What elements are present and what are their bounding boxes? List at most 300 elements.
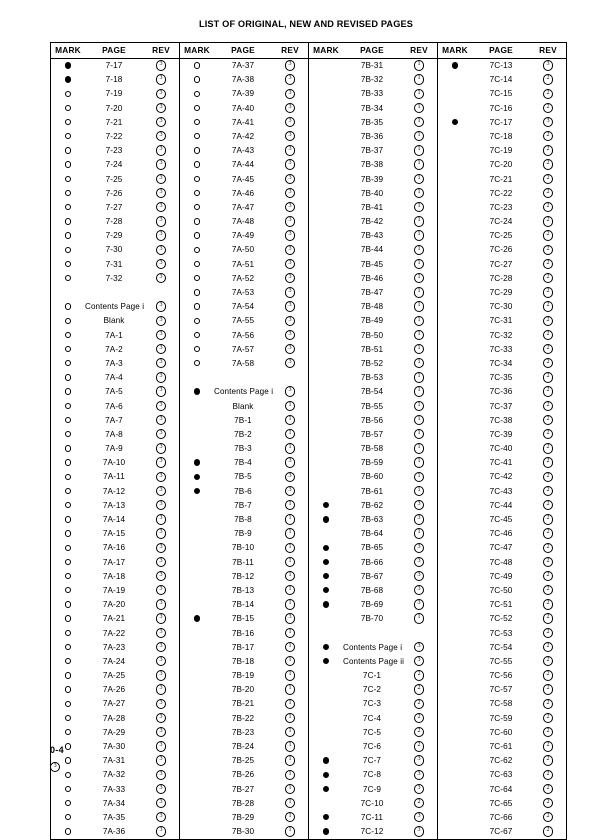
- revision-circle-icon: 1: [414, 386, 424, 396]
- rev-cell: [530, 286, 567, 300]
- column-header-rev-3: REV: [401, 43, 438, 59]
- filled-bullet-icon: [323, 772, 329, 778]
- page-cell: [343, 584, 401, 598]
- rev-cell: [401, 754, 438, 768]
- page-cell: [85, 158, 143, 172]
- revision-circle-icon: 2: [543, 372, 553, 382]
- page-cell: [214, 712, 272, 726]
- rev-cell: [272, 697, 309, 711]
- mark-cell: [180, 541, 215, 555]
- page-label: 7A-19: [102, 585, 126, 595]
- page-cell: [85, 102, 143, 116]
- table-row: [51, 825, 567, 840]
- page-label: 7C-16: [489, 103, 513, 113]
- open-bullet-icon: [194, 247, 200, 253]
- page-label: 7A-40: [231, 103, 255, 113]
- page-cell: [214, 612, 272, 626]
- page-cell: [85, 712, 143, 726]
- revision-circle-icon: 1: [414, 230, 424, 240]
- page-label: 7B-32: [360, 75, 384, 85]
- page-label: 7-26: [105, 188, 123, 198]
- rev-cell: [272, 130, 309, 144]
- page-cell: [214, 158, 272, 172]
- rev-cell: [272, 527, 309, 541]
- rev-cell: [401, 158, 438, 172]
- page-label: 7B-40: [360, 188, 384, 198]
- mark-cell: [309, 428, 344, 442]
- revision-circle-icon: 3: [156, 741, 166, 751]
- rev-cell: [143, 414, 180, 428]
- mark-cell: [309, 811, 344, 825]
- page-label: 7A-17: [102, 557, 126, 567]
- mark-cell: [180, 286, 215, 300]
- page-label: 7C-51: [489, 600, 513, 610]
- revision-circle-icon: 1: [414, 344, 424, 354]
- mark-cell: [438, 697, 473, 711]
- mark-cell: [180, 556, 215, 570]
- revision-circle-icon: 3: [285, 188, 295, 198]
- page-label: 7-21: [105, 117, 123, 127]
- table-row: [51, 428, 567, 442]
- page-label: 7C-48: [489, 557, 513, 567]
- rev-cell: [530, 527, 567, 541]
- revision-circle-icon: 1: [414, 89, 424, 99]
- page-label: 7C-14: [489, 75, 513, 85]
- revision-circle-icon: 3: [285, 202, 295, 212]
- table-header: [51, 43, 567, 59]
- revision-circle-icon: 3: [156, 316, 166, 326]
- rev-cell: [530, 314, 567, 328]
- open-bullet-icon: [65, 828, 71, 834]
- revision-circle-icon: 3: [285, 486, 295, 496]
- rev-cell: [143, 343, 180, 357]
- revision-circle-icon: 1: [414, 401, 424, 411]
- mark-cell: [180, 258, 215, 272]
- page-cell: [85, 243, 143, 257]
- mark-cell: [438, 73, 473, 87]
- page-cell: [85, 201, 143, 215]
- page-cell: [472, 385, 530, 399]
- page-cell: [472, 556, 530, 570]
- page-label: 7A-36: [102, 827, 126, 837]
- rev-cell: [143, 300, 180, 314]
- rev-cell: [272, 683, 309, 697]
- revision-circle-icon: 2: [543, 486, 553, 496]
- page-label: 7B-51: [360, 344, 384, 354]
- open-bullet-icon: [65, 161, 71, 167]
- open-bullet-icon: [65, 247, 71, 253]
- rev-cell: [401, 272, 438, 286]
- page-label: 7A-21: [102, 614, 126, 624]
- revision-circle-icon: 1: [285, 755, 295, 765]
- mark-cell: [180, 726, 215, 740]
- page-label: 7B-57: [360, 429, 384, 439]
- revision-circle-icon: 3: [285, 89, 295, 99]
- page-label: 7B-38: [360, 160, 384, 170]
- open-bullet-icon: [65, 105, 71, 111]
- page-cell: [472, 527, 530, 541]
- page-cell: [343, 187, 401, 201]
- rev-cell: [143, 329, 180, 343]
- rev-cell: [530, 598, 567, 612]
- page-label: 7B-25: [231, 756, 255, 766]
- revision-circle-icon: 3: [156, 386, 166, 396]
- open-bullet-icon: [65, 261, 71, 267]
- page-cell: [472, 655, 530, 669]
- mark-cell: [309, 357, 344, 371]
- rev-cell: [530, 683, 567, 697]
- mark-cell: [438, 158, 473, 172]
- mark-cell: [309, 300, 344, 314]
- page-label: 7C-50: [489, 585, 513, 595]
- page-label: 7A-8: [105, 429, 123, 439]
- page-label: 7A-44: [231, 160, 255, 170]
- rev-cell: [401, 229, 438, 243]
- page-label: 7B-29: [231, 812, 255, 822]
- revision-circle-icon: 3: [285, 316, 295, 326]
- page-label: 7C-39: [489, 429, 513, 439]
- revision-circle-icon: 3: [156, 528, 166, 538]
- open-bullet-icon: [65, 388, 71, 394]
- filled-bullet-icon: [323, 814, 329, 820]
- rev-cell: [143, 627, 180, 641]
- revision-circle-icon: 3: [156, 557, 166, 567]
- revision-circle-icon: 3: [285, 245, 295, 255]
- filled-bullet-icon: [194, 459, 200, 465]
- open-bullet-icon: [65, 587, 71, 593]
- page-cell: [85, 414, 143, 428]
- revision-circle-icon: 1: [285, 699, 295, 709]
- page-cell: [214, 669, 272, 683]
- page-label: 7A-42: [231, 131, 255, 141]
- open-bullet-icon: [65, 488, 71, 494]
- rev-cell: [143, 73, 180, 87]
- page-cell: [343, 371, 401, 385]
- mark-cell: [51, 130, 86, 144]
- page-cell: [85, 768, 143, 782]
- rev-cell: [272, 612, 309, 626]
- rev-cell: [530, 456, 567, 470]
- page-label: 7B-59: [360, 458, 384, 468]
- revision-circle-icon: 3: [156, 472, 166, 482]
- page-label: 7B-64: [360, 529, 384, 539]
- page-cell: [343, 470, 401, 484]
- revision-circle-icon: 1: [285, 798, 295, 808]
- column-header-mark-2: MARK: [180, 43, 215, 59]
- revision-circle-icon: 2: [543, 429, 553, 439]
- open-bullet-icon: [194, 147, 200, 153]
- revision-circle-icon: 2: [543, 74, 553, 84]
- open-bullet-icon: [65, 459, 71, 465]
- page-label: 7A-4: [105, 373, 123, 383]
- mark-cell: [51, 300, 86, 314]
- page-label: 7-27: [105, 202, 123, 212]
- mark-cell: [309, 570, 344, 584]
- rev-cell: [272, 783, 309, 797]
- empty-rev-cell: [272, 371, 309, 385]
- table-row: [51, 59, 567, 74]
- mark-cell: [309, 485, 344, 499]
- revision-circle-icon: 3: [156, 500, 166, 510]
- mark-cell: [438, 144, 473, 158]
- page-cell: [343, 783, 401, 797]
- page-cell: [472, 485, 530, 499]
- page-label: 7C-1: [362, 671, 382, 681]
- page-label: 7A-35: [102, 812, 126, 822]
- page-cell: [343, 499, 401, 513]
- open-bullet-icon: [65, 516, 71, 522]
- revision-circle-icon: 2: [543, 514, 553, 524]
- open-bullet-icon: [65, 601, 71, 607]
- mark-cell: [180, 797, 215, 811]
- page-label: 7B-55: [360, 401, 384, 411]
- page-label: 7C-3: [362, 699, 382, 709]
- page-cell: [214, 641, 272, 655]
- page-label: 7A-49: [231, 231, 255, 241]
- rev-cell: [401, 385, 438, 399]
- page-label: 7-29: [105, 231, 123, 241]
- empty-mark-cell: [309, 627, 344, 641]
- table-row: [51, 400, 567, 414]
- page-label: 7B-37: [360, 146, 384, 156]
- revision-circle-icon: 3: [543, 60, 553, 70]
- table-row: [51, 272, 567, 286]
- open-bullet-icon: [65, 431, 71, 437]
- page-cell: [472, 669, 530, 683]
- revision-circle-icon: 3: [414, 826, 424, 836]
- page-cell: [214, 527, 272, 541]
- mark-cell: [51, 485, 86, 499]
- mark-cell: [180, 414, 215, 428]
- revision-circle-icon: 1: [414, 372, 424, 382]
- page-label: 7C-40: [489, 444, 513, 454]
- page-cell: [85, 215, 143, 229]
- page-label: 7A-33: [102, 784, 126, 794]
- revision-circle-icon: 1: [414, 472, 424, 482]
- revision-circle-icon: 2: [543, 159, 553, 169]
- page-cell: [472, 499, 530, 513]
- page-label: 7B-42: [360, 217, 384, 227]
- mark-cell: [180, 499, 215, 513]
- rev-cell: [530, 697, 567, 711]
- page-label: 7B-18: [231, 656, 255, 666]
- open-bullet-icon: [194, 133, 200, 139]
- mark-cell: [180, 130, 215, 144]
- page-label: 7C-37: [489, 401, 513, 411]
- revision-circle-icon: 3: [156, 74, 166, 84]
- filled-bullet-icon: [323, 658, 329, 664]
- page-cell: [214, 243, 272, 257]
- page-label: 7A-1: [105, 330, 123, 340]
- table-row: [51, 470, 567, 484]
- mark-cell: [51, 102, 86, 116]
- rev-cell: [401, 726, 438, 740]
- page-label: 7-31: [105, 259, 123, 269]
- open-bullet-icon: [65, 672, 71, 678]
- page-label: 7C-21: [489, 174, 513, 184]
- page-cell: [472, 201, 530, 215]
- page-cell: [214, 513, 272, 527]
- revision-circle-icon: 1: [285, 826, 295, 836]
- page-cell: [214, 627, 272, 641]
- mark-cell: [51, 201, 86, 215]
- mark-cell: [438, 414, 473, 428]
- page-cell: [214, 442, 272, 456]
- revision-circle-icon: 1: [414, 131, 424, 141]
- mark-cell: [180, 173, 215, 187]
- page-label: 7-22: [105, 131, 123, 141]
- page-label: 7C-67: [489, 827, 513, 837]
- revision-circle-icon: 1: [414, 358, 424, 368]
- rev-cell: [143, 229, 180, 243]
- rev-cell: [401, 201, 438, 215]
- rev-cell: [143, 144, 180, 158]
- revision-circle-icon: 1: [285, 656, 295, 666]
- column-header-mark-4: MARK: [438, 43, 473, 59]
- rev-cell: [401, 59, 438, 74]
- rev-cell: [143, 371, 180, 385]
- rev-cell: [401, 414, 438, 428]
- mark-cell: [180, 655, 215, 669]
- revision-circle-icon: 3: [156, 770, 166, 780]
- page-cell: [472, 59, 530, 74]
- open-bullet-icon: [65, 232, 71, 238]
- page-label: 7C-64: [489, 784, 513, 794]
- page-label: 7-30: [105, 245, 123, 255]
- rev-cell: [401, 215, 438, 229]
- page-label: 7A-32: [102, 770, 126, 780]
- rev-cell: [143, 612, 180, 626]
- page-cell: [214, 584, 272, 598]
- mark-cell: [51, 158, 86, 172]
- page-cell: [343, 669, 401, 683]
- revision-circle-icon: 3: [156, 699, 166, 709]
- table-row: [51, 513, 567, 527]
- revision-circle-icon: 1: [414, 103, 424, 113]
- rev-cell: [272, 187, 309, 201]
- rev-cell: [530, 428, 567, 442]
- page-label: 7B-49: [360, 316, 384, 326]
- page-label: 7A-34: [102, 798, 126, 808]
- mark-cell: [51, 697, 86, 711]
- page-cell: [214, 683, 272, 697]
- open-bullet-icon: [194, 275, 200, 281]
- page-cell: [85, 513, 143, 527]
- mark-cell: [51, 456, 86, 470]
- revision-circle-icon: 3: [156, 401, 166, 411]
- rev-cell: [530, 470, 567, 484]
- page-label: 7A-3: [105, 358, 123, 368]
- revision-circle-icon: 1: [285, 585, 295, 595]
- page-cell: [343, 229, 401, 243]
- page-label: 7B-34: [360, 103, 384, 113]
- page-cell: [85, 329, 143, 343]
- page-cell: [343, 130, 401, 144]
- mark-cell: [438, 783, 473, 797]
- open-bullet-icon: [65, 530, 71, 536]
- rev-cell: [272, 385, 309, 399]
- page-label: 7B-2: [234, 429, 252, 439]
- revision-circle-icon: 3: [156, 812, 166, 822]
- rev-cell: [143, 499, 180, 513]
- mark-cell: [438, 357, 473, 371]
- revision-circle-icon: 1: [285, 543, 295, 553]
- revision-circle-icon: 3: [156, 230, 166, 240]
- revision-circle-icon: 2: [543, 358, 553, 368]
- mark-cell: [438, 811, 473, 825]
- page-cell: [214, 470, 272, 484]
- filled-bullet-icon: [323, 559, 329, 565]
- page-label: 7A-38: [231, 75, 255, 85]
- page-label: Contents Page i: [85, 302, 145, 312]
- mark-cell: [438, 329, 473, 343]
- page-label: 7A-39: [231, 89, 255, 99]
- rev-cell: [272, 173, 309, 187]
- rev-cell: [272, 797, 309, 811]
- page-cell: [343, 726, 401, 740]
- rev-cell: [401, 470, 438, 484]
- mark-cell: [180, 612, 215, 626]
- mark-cell: [438, 215, 473, 229]
- mark-cell: [51, 627, 86, 641]
- page-cell: [214, 116, 272, 130]
- revision-circle-icon: 1: [285, 812, 295, 822]
- mark-cell: [51, 513, 86, 527]
- page-cell: [85, 485, 143, 499]
- revision-circle-icon: 3: [156, 103, 166, 113]
- page-label: 7C-49: [489, 571, 513, 581]
- page-cell: [85, 357, 143, 371]
- rev-cell: [530, 357, 567, 371]
- page-label: 7C-38: [489, 415, 513, 425]
- mark-cell: [438, 187, 473, 201]
- page-label: 7C-29: [489, 288, 513, 297]
- mark-cell: [438, 556, 473, 570]
- mark-cell: [180, 697, 215, 711]
- mark-cell: [309, 258, 344, 272]
- open-bullet-icon: [194, 119, 200, 125]
- revision-circle-icon: 3: [156, 245, 166, 255]
- page-label: 7C-25: [489, 231, 513, 241]
- revision-circle-icon: 2: [543, 301, 553, 311]
- rev-cell: [401, 768, 438, 782]
- table-row: [51, 201, 567, 215]
- page-cell: [85, 527, 143, 541]
- revision-circle-icon: 3: [156, 159, 166, 169]
- page-label: 7C-55: [489, 656, 513, 666]
- rev-cell: [530, 243, 567, 257]
- column-header-rev-4: REV: [530, 43, 567, 59]
- page-label: 7A-20: [102, 600, 126, 610]
- page-cell: [472, 768, 530, 782]
- page-label: 7A-31: [102, 756, 126, 766]
- page-cell: [214, 825, 272, 840]
- revision-circle-icon: 2: [543, 245, 553, 255]
- page-label: 7B-58: [360, 444, 384, 454]
- page-cell: [214, 797, 272, 811]
- page-label: 7B-56: [360, 415, 384, 425]
- page-cell: [85, 229, 143, 243]
- rev-cell: [272, 300, 309, 314]
- rev-cell: [530, 641, 567, 655]
- rev-cell: [401, 655, 438, 669]
- page-cell: [214, 740, 272, 754]
- mark-cell: [438, 740, 473, 754]
- page-cell: [472, 456, 530, 470]
- revision-circle-icon: 3: [156, 670, 166, 680]
- page-label: 7C-54: [489, 642, 513, 652]
- page-cell: [85, 442, 143, 456]
